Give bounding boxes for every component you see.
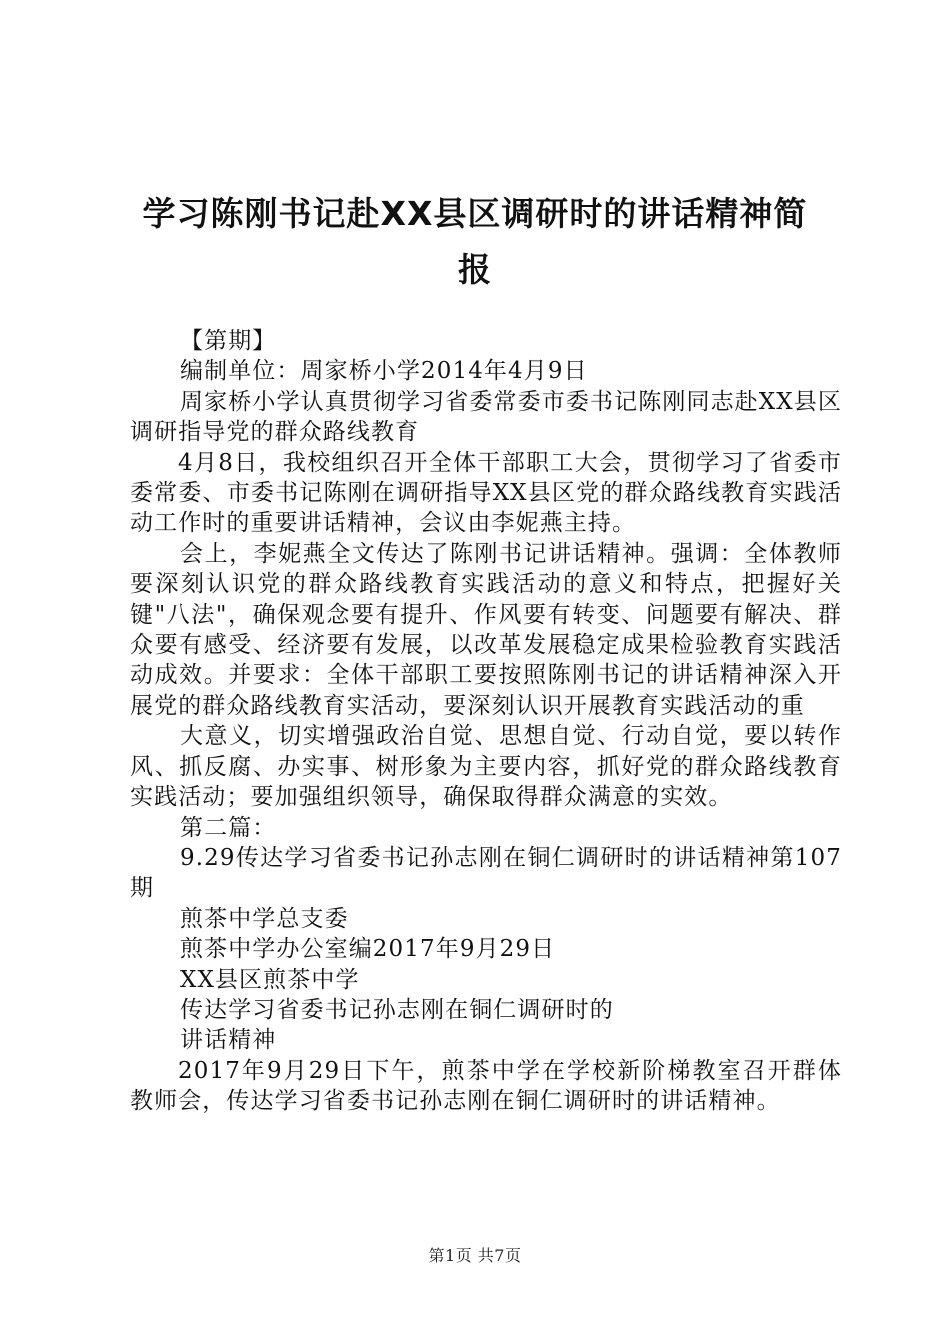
section-heading: 第二篇： [180, 814, 277, 841]
subtitle-line: 讲话精神 [180, 1027, 277, 1054]
body-paragraph: 会上，李妮燕全文传达了陈刚书记讲话精神。强调：全体教师要深刻认识党的群众路线教育实践活动的意义和特点，把握好关键"八法"，确保观念要有提升、作风要有转变、问题要有解决、群众要有感受、经济要有发展，以改革发展稳定成果检验教育实践活动成效。并要求：全体干部职工要按照陈刚书记的讲话精神深入开展党的群众路线教育实活动，要深刻认识开展教育实践活动的重 [130, 540, 842, 719]
document-title-line2: 报 [458, 250, 492, 289]
document-body [130, 326, 842, 1117]
body-paragraph: 2017年9月29日下午，煎茶中学在学校新阶梯教室召开群体教师会，传达学习省委书记孙志刚在铜仁调研时的讲话精神。 [130, 1057, 842, 1115]
body-paragraph: 4月8日，我校组织召开全体干部职工大会，贯彻学习了省委市委常委、市委书记陈刚在调研指导XX县区党的群众路线教育实践活动工作时的重要讲话精神，会议由李妮燕主持。 [130, 449, 842, 537]
issuer-line: 煎茶中学总支委 [180, 905, 349, 932]
issue-label: 【第期】 [180, 328, 277, 354]
subtitle-line: 传达学习省委书记孙志刚在铜仁调研时的 [180, 996, 614, 1023]
editor-line: 煎茶中学办公室编2017年9月29日 [180, 936, 556, 963]
page-number: 第1页 共7页 [428, 1246, 522, 1265]
school-line: XX县区煎茶中学 [180, 966, 360, 993]
section-title: 9.29传达学习省委书记孙志刚在铜仁调研时的讲话精神第107期 [130, 844, 842, 902]
body-paragraph: 大意义，切实增强政治自觉、思想自觉、行动自觉，要以转作风、抓反腐、办实事、树形象为主要内容，抓好党的群众路线教育实践活动；要加强组织领导，确保取得群众满意的实效。 [130, 723, 842, 811]
document-title-line1: 学习陈刚书记赴XX县区调研时的讲话精神简 [142, 194, 808, 233]
lead-paragraph: 周家桥小学认真贯彻学习省委常委市委书记陈刚同志赴XX县区调研指导党的群众路线教育 [130, 388, 842, 446]
editor-line: 编制单位：周家桥小学2014年4月9日 [180, 358, 588, 385]
